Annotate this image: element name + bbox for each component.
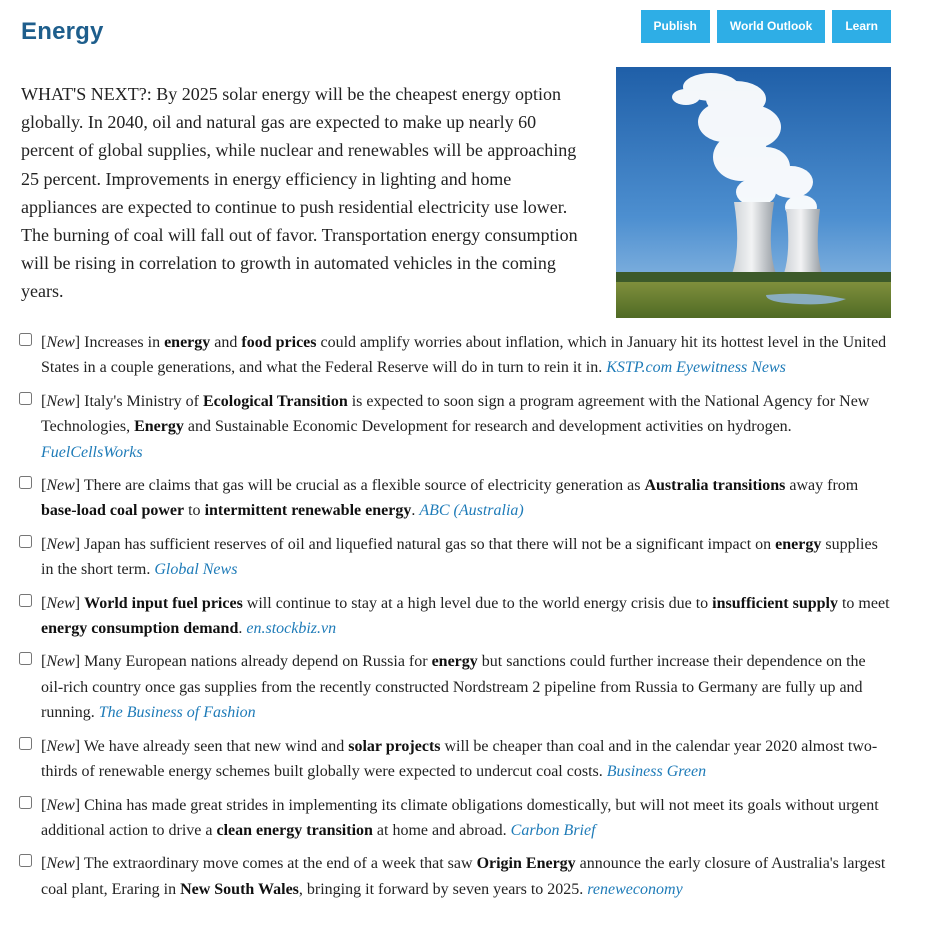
news-text: will be cheaper than coal and in the calendar year 2020 almost two-thirds of renewable energy schemes built globally were expected to undercut coal costs. — [41, 737, 878, 781]
news-checkbox[interactable] — [19, 476, 32, 489]
news-checkbox[interactable] — [19, 796, 32, 809]
news-item — [19, 532, 891, 583]
news-item — [19, 851, 891, 902]
news-checkbox[interactable] — [19, 737, 32, 750]
news-keyword: Origin Energy — [476, 855, 576, 873]
new-tag: [New] — [41, 535, 85, 553]
news-checkbox[interactable] — [19, 594, 32, 607]
news-list — [19, 330, 891, 902]
news-text: away from — [785, 477, 859, 495]
news-source-link[interactable]: en.stockbiz.vn — [246, 620, 337, 638]
news-text: at home and abroad. — [372, 821, 511, 839]
news-text: and — [210, 334, 242, 351]
news-text: supplies in the short term. — [41, 535, 878, 579]
news-text: The extraordinary move comes at the end of a week that saw — [83, 855, 477, 873]
cooling-towers-image — [616, 67, 891, 318]
news-keyword: Ecological Transition — [202, 392, 348, 410]
news-text: China has made great strides in implementing its climate obligations domestically, but will not meet its goals without urgent additional action to drive a — [41, 796, 879, 839]
world-outlook-button[interactable]: World Outlook — [717, 10, 825, 43]
news-source-link[interactable]: Carbon Brief — [510, 821, 596, 839]
new-tag: [New] — [41, 796, 85, 814]
news-source-link[interactable]: The Business of Fashion — [98, 704, 256, 722]
news-keyword: energy consumption demand — [41, 620, 239, 638]
news-item — [19, 389, 891, 465]
news-keyword: insufficient supply — [712, 594, 838, 612]
publish-button[interactable]: Publish — [641, 10, 710, 43]
news-item — [19, 591, 891, 642]
news-text: . — [411, 502, 420, 520]
news-item — [19, 330, 891, 381]
news-text: There are claims that gas will be crucial as a flexible source of electricity generation as — [83, 477, 645, 495]
news-source-link[interactable]: KSTP.com Eyewitness News — [606, 359, 786, 377]
news-keyword: Australia transitions — [644, 477, 786, 495]
news-keyword: energy — [164, 334, 211, 351]
news-keyword: Energy — [134, 418, 184, 436]
header-buttons — [641, 10, 891, 43]
new-tag: [New] — [41, 653, 85, 671]
news-keyword: energy — [431, 653, 478, 671]
news-source-link[interactable]: Global News — [154, 561, 238, 579]
news-text: Japan has sufficient reserves of oil and liquefied natural gas so that there will not be a significant impact on — [84, 535, 776, 553]
news-text: , bringing it forward by seven years to 2025. — [298, 880, 588, 898]
news-text: could amplify worries about inflation, which in January hit its hottest level in the United States in a couple generations, and what the Federal Reserve will do in turn to rein it in. — [41, 334, 887, 377]
news-keyword: intermittent renewable energy — [204, 502, 412, 520]
news-keyword: energy — [775, 535, 822, 553]
news-checkbox[interactable] — [19, 392, 32, 405]
news-checkbox[interactable] — [19, 854, 32, 867]
news-text: is expected to soon sign a program agreement with the National Agency for New Technologies, — [41, 392, 870, 436]
news-item — [19, 649, 891, 725]
news-checkbox[interactable] — [19, 535, 32, 548]
intro-paragraph: WHAT'S NEXT?: By 2025 solar energy will be the cheapest energy option globally. In 2040, oil and natural gas are expected to make up nearly 60 percent of global supplies, while nuclear and renewables will be approaching 25 percent. Improvements in energy efficiency in lighting and home appliances are expected to continue to push residential electricity use lower. The burning of coal will fall out of favor. Transportation energy consumption will be rising in correlation to growth in automated vehicles in the coming years. — [21, 84, 578, 302]
news-keyword: clean energy transition — [216, 821, 373, 839]
news-text: announce the early closure of Australia's largest coal plant, Eraring in — [41, 855, 886, 898]
news-text: and Sustainable Economic Development for research and development activities on hydrogen. — [183, 418, 792, 436]
news-item — [19, 793, 891, 844]
news-keyword: base-load coal power — [41, 502, 185, 520]
news-item — [19, 473, 891, 524]
news-keyword: World input fuel prices — [84, 594, 243, 612]
news-text: to — [184, 502, 205, 520]
news-text: . — [238, 620, 247, 638]
news-text: will continue to stay at a high level due to the world energy crisis due to — [242, 594, 713, 612]
news-source-link[interactable]: FuelCellsWorks — [41, 443, 143, 461]
news-keyword: solar projects — [348, 737, 441, 755]
news-item — [19, 734, 891, 785]
news-text: Increases in — [84, 334, 165, 351]
news-checkbox[interactable] — [19, 652, 32, 665]
new-tag: [New] — [41, 334, 85, 351]
learn-button[interactable]: Learn — [832, 10, 891, 43]
news-text: to meet — [837, 594, 890, 612]
news-text: We have already seen that new wind and — [83, 737, 349, 755]
news-source-link[interactable]: ABC (Australia) — [419, 502, 524, 520]
news-text: Many European nations already depend on Russia for — [84, 653, 432, 671]
page-title: Energy — [21, 18, 104, 45]
news-keyword: food prices — [241, 334, 317, 351]
news-keyword: New South Wales — [180, 880, 299, 898]
news-source-link[interactable]: Business Green — [606, 763, 707, 781]
new-tag: [New] — [41, 392, 85, 410]
new-tag: [New] — [41, 477, 84, 495]
new-tag: [New] — [41, 855, 84, 873]
news-text: but sanctions could further increase their dependence on the oil-rich country once gas supplies from the recently constructed Nordstream 2 pipeline from Russia to Germany are fully up and running. — [41, 653, 866, 722]
news-source-link[interactable]: reneweconomy — [587, 880, 683, 898]
news-checkbox[interactable] — [19, 333, 32, 346]
new-tag: [New] — [41, 594, 85, 612]
news-text: Italy's Ministry of — [84, 392, 203, 410]
new-tag: [New] — [41, 737, 84, 755]
